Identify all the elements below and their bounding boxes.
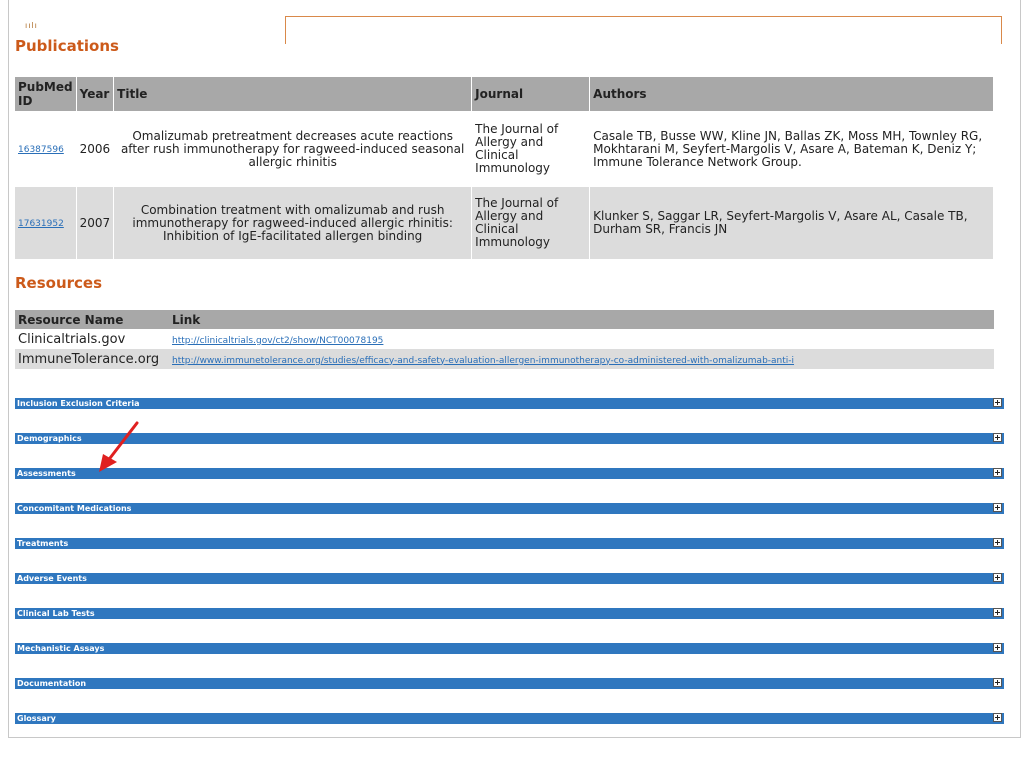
expand-plus-icon[interactable]	[993, 433, 1002, 442]
column-header-title: Title	[114, 77, 472, 112]
expand-plus-icon[interactable]	[993, 468, 1002, 477]
column-header-pubmed-id: PubMed ID	[15, 77, 76, 112]
resources-table	[15, 310, 994, 369]
section-bar-adverse-events[interactable]	[15, 573, 1004, 584]
expand-plus-icon[interactable]	[993, 608, 1002, 617]
expand-plus-icon[interactable]	[993, 713, 1002, 722]
expand-plus-icon[interactable]	[993, 573, 1002, 582]
title-cell: Combination treatment with omalizumab and rush immunotherapy for ragweed-induced allergic rhinitis: Inhibition of IgE-facilitated allergen binding	[114, 186, 472, 259]
column-header-authors: Authors	[590, 77, 994, 112]
pubmed-id-link[interactable]: 17631952	[18, 218, 64, 229]
column-header-journal: Journal	[472, 77, 590, 112]
resource-link-cell	[169, 349, 994, 369]
resource-name-cell: ImmuneTolerance.org	[15, 349, 169, 369]
column-header-year: Year	[76, 77, 114, 112]
section-label: Demographics	[17, 434, 82, 443]
publications-heading: Publications	[15, 37, 119, 55]
publications-header-row	[15, 77, 994, 112]
table-row	[15, 112, 994, 186]
resources-header-row	[15, 310, 994, 329]
logo-fragment: ıılı	[25, 21, 38, 30]
table-row	[15, 349, 994, 369]
journal-cell: The Journal of Allergy and Clinical Immunology	[472, 186, 590, 259]
section-label: Inclusion Exclusion Criteria	[17, 399, 140, 408]
resource-link[interactable]: http://clinicaltrials.gov/ct2/show/NCT00078195	[172, 335, 384, 346]
resource-name-cell: Clinicaltrials.gov	[15, 329, 169, 349]
pubmed-id-link[interactable]: 16387596	[18, 144, 64, 155]
resource-link-cell	[169, 329, 994, 349]
red-arrow-icon	[95, 420, 145, 475]
expand-plus-icon[interactable]	[993, 678, 1002, 687]
pubmed-id-cell	[15, 112, 76, 186]
expand-plus-icon[interactable]	[993, 503, 1002, 512]
section-bar-demographics[interactable]	[15, 433, 1004, 444]
top-bordered-box	[285, 16, 1002, 44]
section-bar-assessments[interactable]	[15, 468, 1004, 479]
authors-cell: Casale TB, Busse WW, Kline JN, Ballas ZK, Moss MH, Townley RG, Mokhtarani M, Seyfert-Margolis V, Asare A, Bateman K, Deniz Y; Immune Tolerance Network Group.	[590, 112, 994, 186]
column-header-resource-name: Resource Name	[15, 310, 169, 329]
section-label: Mechanistic Assays	[17, 644, 105, 653]
table-row	[15, 186, 994, 259]
table-row	[15, 329, 994, 349]
section-label: Treatments	[17, 539, 69, 548]
section-label: Assessments	[17, 469, 76, 478]
expand-plus-icon[interactable]	[993, 398, 1002, 407]
resources-heading: Resources	[15, 274, 103, 292]
expand-plus-icon[interactable]	[993, 538, 1002, 547]
publications-table	[15, 77, 994, 259]
resource-link[interactable]: http://www.immunetolerance.org/studies/efficacy-and-safety-evaluation-allergen-immunotherapy-co-administered-with-omalizumab-anti-i	[172, 355, 795, 366]
section-bar-concomitant-medications[interactable]	[15, 503, 1004, 514]
section-label: Glossary	[17, 714, 56, 723]
title-cell: Omalizumab pretreatment decreases acute reactions after rush immunotherapy for ragweed-induced seasonal allergic rhinitis	[114, 112, 472, 186]
collapsible-sections	[15, 398, 1004, 748]
section-bar-documentation[interactable]	[15, 678, 1004, 689]
page-frame-left	[8, 0, 9, 738]
section-bar-glossary[interactable]	[15, 713, 1004, 724]
section-label: Documentation	[17, 679, 87, 688]
expand-plus-icon[interactable]	[993, 643, 1002, 652]
authors-cell: Klunker S, Saggar LR, Seyfert-Margolis V, Asare AL, Casale TB, Durham SR, Francis JN	[590, 186, 994, 259]
year-cell: 2006	[76, 112, 114, 186]
section-label: Concomitant Medications	[17, 504, 132, 513]
section-label: Adverse Events	[17, 574, 87, 583]
journal-cell: The Journal of Allergy and Clinical Immunology	[472, 112, 590, 186]
year-cell: 2007	[76, 186, 114, 259]
page-frame-right	[1020, 0, 1021, 738]
section-bar-mechanistic-assays[interactable]	[15, 643, 1004, 654]
section-bar-clinical-lab-tests[interactable]	[15, 608, 1004, 619]
section-bar-treatments[interactable]	[15, 538, 1004, 549]
column-header-link: Link	[169, 310, 994, 329]
section-label: Clinical Lab Tests	[17, 609, 95, 618]
pubmed-id-cell	[15, 186, 76, 259]
section-bar-inclusion-exclusion-criteria[interactable]	[15, 398, 1004, 409]
